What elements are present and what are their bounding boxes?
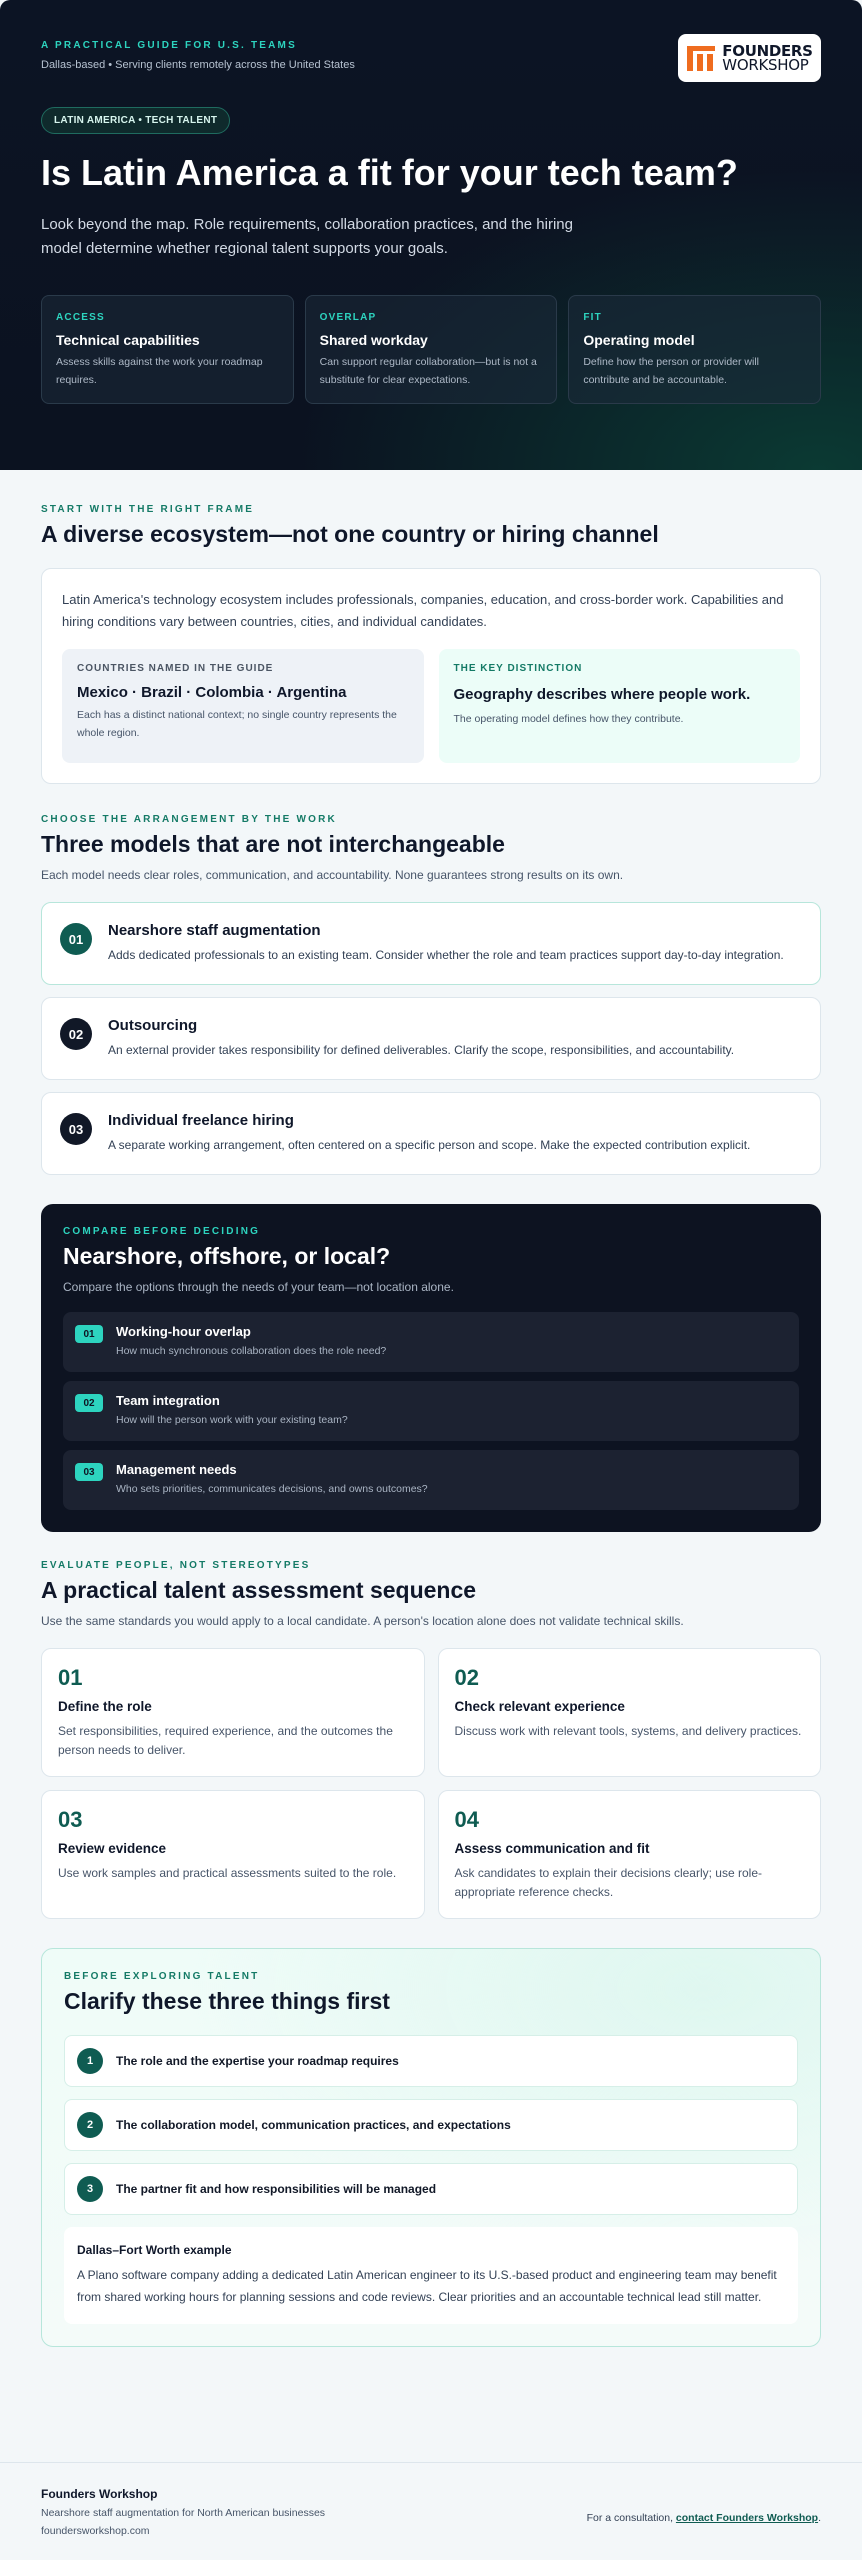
countries-list: Mexico · Brazil · Colombia · Argentina: [77, 684, 347, 702]
distinction-box: [439, 649, 801, 763]
footer-tagline: Nearshore staff augmentation for North American businesses: [41, 2507, 326, 2519]
hero-card-kicker: OVERLAP: [319, 311, 377, 323]
logo-line-1: FOUNDERS: [722, 41, 813, 60]
model-card: [41, 997, 821, 1080]
step-number: 04: [454, 1807, 479, 1833]
logo-wordmark: [722, 41, 813, 74]
model-title: Individual freelance hiring: [108, 1112, 294, 1130]
example-desc: A Plano software company adding a dedicated Latin American engineer to its U.S.-based product and engineering team may benefit from shared working hours for planning sessions and code reviews. Clear priorities and an accountable technical lead still matter.: [77, 2268, 777, 2304]
ecosystem-inner: [62, 649, 800, 763]
hero-card-access: [41, 295, 294, 404]
hero-card-desc: Assess skills against the work your roadmap requires.: [56, 355, 263, 386]
step-desc: Discuss work with relevant tools, systems, and delivery practices.: [454, 1724, 802, 1739]
compare-number: 02: [75, 1394, 103, 1412]
hero-card-kicker: FIT: [583, 311, 602, 323]
model-desc: An external provider takes responsibility for defined deliverables. Clarify the scope, responsibilities, and accountability.: [108, 1043, 735, 1058]
countries-box: [62, 649, 424, 763]
models-section: [0, 784, 862, 1532]
model-desc: A separate working arrangement, often centered on a specific person and scope. Make the expected contribution explicit.: [108, 1138, 751, 1153]
compare-row: [63, 1450, 799, 1510]
hero-card-fit: [568, 295, 821, 404]
hero-lede: Look beyond the map. Role requirements, collaboration practices, and the hiring model determine whether regional talent supports your goals.: [41, 215, 573, 257]
compare-row-desc: How will the person work with your existing team?: [116, 1414, 348, 1427]
clarify-item: [64, 2099, 798, 2151]
assessment-section: [0, 1532, 862, 2347]
assessment-step: [41, 1790, 425, 1919]
distinction-title: Geography describes where people work.: [453, 686, 751, 704]
topic-pill: LATIN AMERICA • TECH TALENT: [41, 107, 230, 134]
ecosystem-card: [41, 568, 821, 784]
model-card: [41, 1092, 821, 1175]
distinction-kicker: THE KEY DISTINCTION: [453, 663, 583, 675]
clarify-item: [64, 2163, 798, 2215]
compare-panel: [41, 1204, 821, 1532]
assessment-grid: [41, 1648, 821, 1919]
hero-card-desc: Can support regular collaboration—but is not a substitute for clear expectations.: [319, 355, 537, 386]
step-title: Assess communication and fit: [454, 1841, 650, 1857]
compare-number: 03: [75, 1463, 103, 1481]
countries-kicker: COUNTRIES NAMED IN THE GUIDE: [77, 663, 274, 675]
hero-eyebrow: A PRACTICAL GUIDE FOR U.S. TEAMS: [41, 40, 297, 51]
model-number: 02: [60, 1018, 92, 1050]
clarify-eyebrow: BEFORE EXPLORING TALENT: [64, 1971, 260, 1983]
clarify-title: Clarify these three things first: [64, 1988, 390, 2015]
section-eyebrow: EVALUATE PEOPLE, NOT STEREOTYPES: [41, 1560, 311, 1572]
hero-card-title: Operating model: [583, 331, 695, 348]
model-card: [41, 902, 821, 985]
section-eyebrow: CHOOSE THE ARRANGEMENT BY THE WORK: [41, 814, 337, 826]
model-desc: Adds dedicated professionals to an existing team. Consider whether the role and team practices support day-to-day integration.: [108, 948, 784, 963]
clarify-text: The partner fit and how responsibilities will be managed: [116, 2182, 437, 2197]
footer: [0, 2462, 862, 2560]
compare-title: Nearshore, offshore, or local?: [63, 1243, 391, 1270]
section-title: A diverse ecosystem—not one country or hiring channel: [41, 521, 659, 547]
compare-row-desc: How much synchronous collaboration does the role need?: [116, 1345, 387, 1358]
compare-row: [63, 1312, 799, 1372]
clarify-number: 3: [77, 2176, 103, 2202]
assessment-step: [41, 1648, 425, 1777]
compare-row-desc: Who sets priorities, communicates decisions, and owns outcomes?: [116, 1483, 428, 1496]
footer-cta: [587, 2512, 821, 2524]
step-number: 01: [58, 1665, 83, 1691]
page-title: Is Latin America a fit for your tech team?: [41, 152, 738, 193]
model-title: Outsourcing: [108, 1017, 198, 1035]
section-desc: Each model needs clear roles, communication, and accountability. None guarantees strong results on its own.: [41, 868, 624, 883]
hero-card-overlap: [305, 295, 558, 404]
compare-row: [63, 1381, 799, 1441]
hero-card-kicker: ACCESS: [56, 311, 105, 323]
section-desc: Use the same standards you would apply to a local candidate. A person's location alone does not validate technical skills.: [41, 1614, 684, 1629]
hero-section: [0, 0, 862, 470]
logo-mark-icon: [686, 43, 716, 73]
step-number: 03: [58, 1807, 83, 1833]
step-desc: Ask candidates to explain their decisions clearly; use role-appropriate reference checks.: [454, 1866, 762, 1899]
step-number: 02: [454, 1665, 479, 1691]
step-desc: Use work samples and practical assessments suited to the role.: [58, 1866, 397, 1881]
section-eyebrow: START WITH THE RIGHT FRAME: [41, 504, 255, 515]
hero-cards: [41, 295, 821, 404]
example-title: Dallas–Fort Worth example: [77, 2243, 232, 2258]
footer-brand: Founders Workshop: [41, 2487, 158, 2501]
compare-row-title: Management needs: [116, 1462, 237, 1478]
clarify-item: [64, 2035, 798, 2087]
compare-rows: [63, 1312, 799, 1510]
section-title: Three models that are not interchangeable: [41, 831, 505, 858]
step-title: Review evidence: [58, 1841, 167, 1857]
hero-card-desc: Define how the person or provider will contribute and be accountable.: [583, 355, 760, 386]
footer-cta-suffix: .: [818, 2512, 821, 2524]
step-title: Define the role: [58, 1699, 152, 1715]
countries-desc: Each has a distinct national context; no single country represents the whole region.: [77, 709, 397, 740]
compare-row-title: Team integration: [116, 1393, 220, 1409]
model-number: 03: [60, 1113, 92, 1145]
clarify-number: 2: [77, 2112, 103, 2138]
hero-card-title: Shared workday: [319, 331, 428, 348]
assessment-step: [438, 1648, 822, 1777]
clarify-text: The collaboration model, communication practices, and expectations: [116, 2118, 511, 2133]
step-desc: Set responsibilities, required experience, and the outcomes the person needs to deliver.: [58, 1724, 393, 1757]
hero-card-title: Technical capabilities: [56, 331, 200, 348]
ecosystem-section: [0, 470, 862, 784]
clarify-number: 1: [77, 2048, 103, 2074]
compare-desc: Compare the options through the needs of your team—not location alone.: [63, 1280, 454, 1295]
clarify-panel: [41, 1948, 821, 2347]
model-number: 01: [60, 923, 92, 955]
example-box: [64, 2227, 798, 2324]
footer-cta-prefix: For a consultation,: [586, 2512, 676, 2524]
footer-domain[interactable]: foundersworkshop.com: [41, 2525, 150, 2537]
hero-location: Dallas-based • Serving clients remotely across the United States: [41, 59, 355, 71]
step-title: Check relevant experience: [454, 1699, 625, 1715]
ecosystem-body: Latin America's technology ecosystem includes professionals, companies, education, and cross-border work. Capabilities and hiring conditions vary between countries, cities, and individual candidates.: [62, 592, 784, 630]
founders-workshop-logo[interactable]: [678, 34, 821, 82]
logo-line-2: WORKSHOP: [722, 56, 809, 74]
contact-link[interactable]: contact Founders Workshop: [675, 2512, 819, 2524]
distinction-desc: The operating model defines how they contribute.: [453, 713, 684, 726]
compare-eyebrow: COMPARE BEFORE DECIDING: [63, 1226, 261, 1238]
compare-row-title: Working-hour overlap: [116, 1324, 251, 1340]
assessment-step: [438, 1790, 822, 1919]
section-title: A practical talent assessment sequence: [41, 1577, 477, 1604]
model-title: Nearshore staff augmentation: [108, 922, 321, 940]
clarify-text: The role and the expertise your roadmap requires: [116, 2054, 399, 2069]
compare-number: 01: [75, 1325, 103, 1343]
